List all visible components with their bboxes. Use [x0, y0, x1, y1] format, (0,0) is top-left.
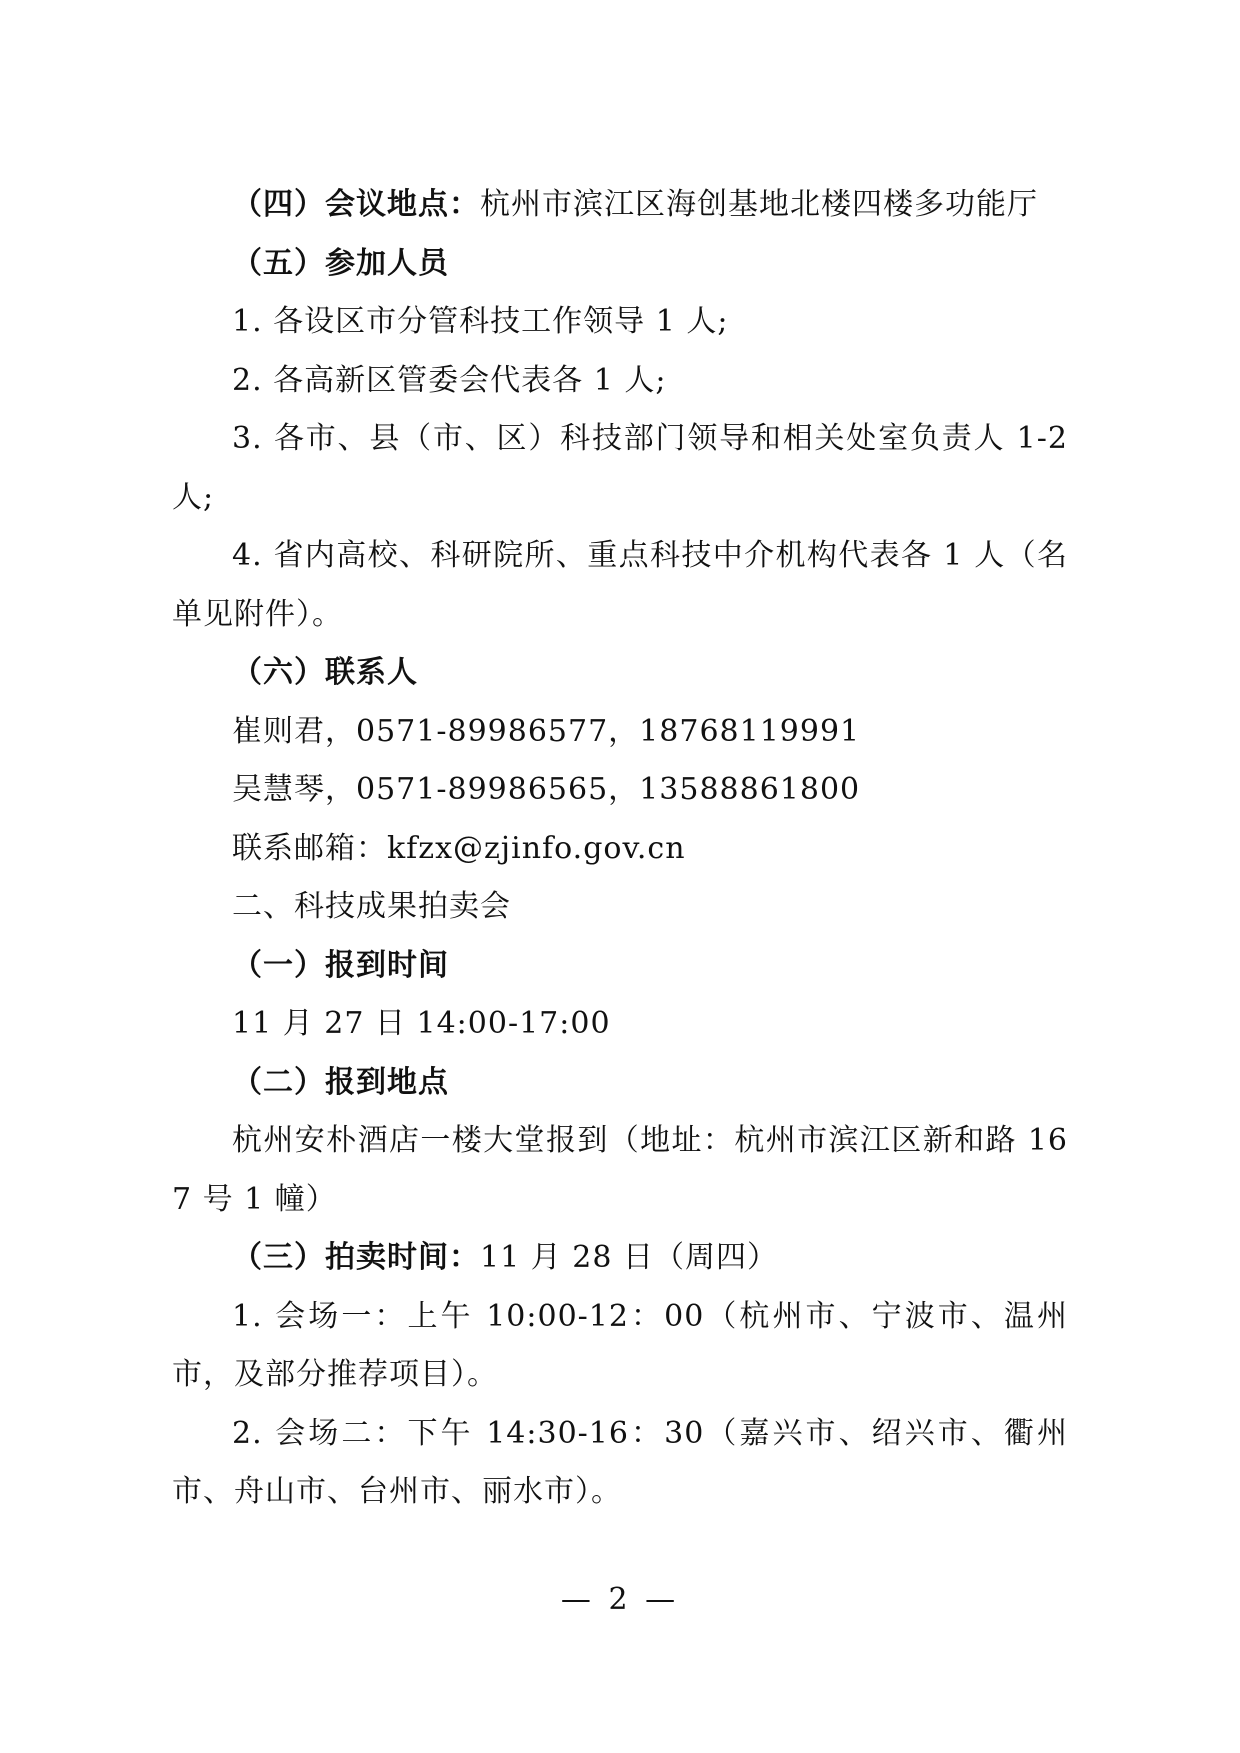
participants-heading: （五）参加人员: [232, 245, 449, 281]
participant-item: 2. 各高新区管委会代表各 1 人;: [232, 362, 667, 398]
contact-line: 吴慧琴，0571-89986565，13588861800: [232, 772, 861, 807]
session-item: 2. 会场二：下午 14:30-16：30（嘉兴市、绍兴市、衢州市、舟山市、台州市、丽水市）。: [172, 1415, 1068, 1509]
section-two-heading: 二、科技成果拍卖会: [232, 889, 511, 924]
checkin-time-heading: （一）报到时间: [232, 947, 449, 983]
venue-paragraph: [172, 176, 1068, 235]
document-body: [172, 176, 1068, 1522]
auction-time-label: （三）拍卖时间：: [232, 1240, 480, 1275]
contact-email: 联系邮箱：kfzx@zjinfo.gov.cn: [232, 830, 686, 866]
participant-item: 3. 各市、县（市、区）科技部门领导和相关处室负责人 1-2 人;: [172, 421, 1068, 515]
participant-item: 4. 省内高校、科研院所、重点科技中介机构代表各 1 人（名单见附件）。: [172, 538, 1068, 632]
auction-time-paragraph: [172, 1229, 1068, 1288]
contacts-heading: （六）联系人: [232, 655, 418, 690]
auction-time-value: 11 月 28 日（周四）: [480, 1240, 778, 1275]
contact-line: 崔则君，0571-89986577，18768119991: [232, 713, 861, 749]
venue-label: （四）会议地点：: [232, 187, 480, 222]
session-item: 1. 会场一：上午 10:00-12：00（杭州市、宁波市、温州市，及部分推荐项目）。: [172, 1298, 1068, 1392]
checkin-place: 杭州安朴酒店一楼大堂报到（地址：杭州市滨江区新和路 167 号 1 幢）: [172, 1123, 1068, 1217]
participant-item: 1. 各设区市分管科技工作领导 1 人;: [232, 304, 729, 339]
venue-value: 杭州市滨江区海创基地北楼四楼多功能厅: [480, 187, 1038, 222]
checkin-place-heading: （二）报到地点: [232, 1064, 449, 1100]
checkin-time: 11 月 27 日 14:00-17:00: [232, 1006, 611, 1041]
page-number: — 2 —: [560, 1582, 680, 1617]
